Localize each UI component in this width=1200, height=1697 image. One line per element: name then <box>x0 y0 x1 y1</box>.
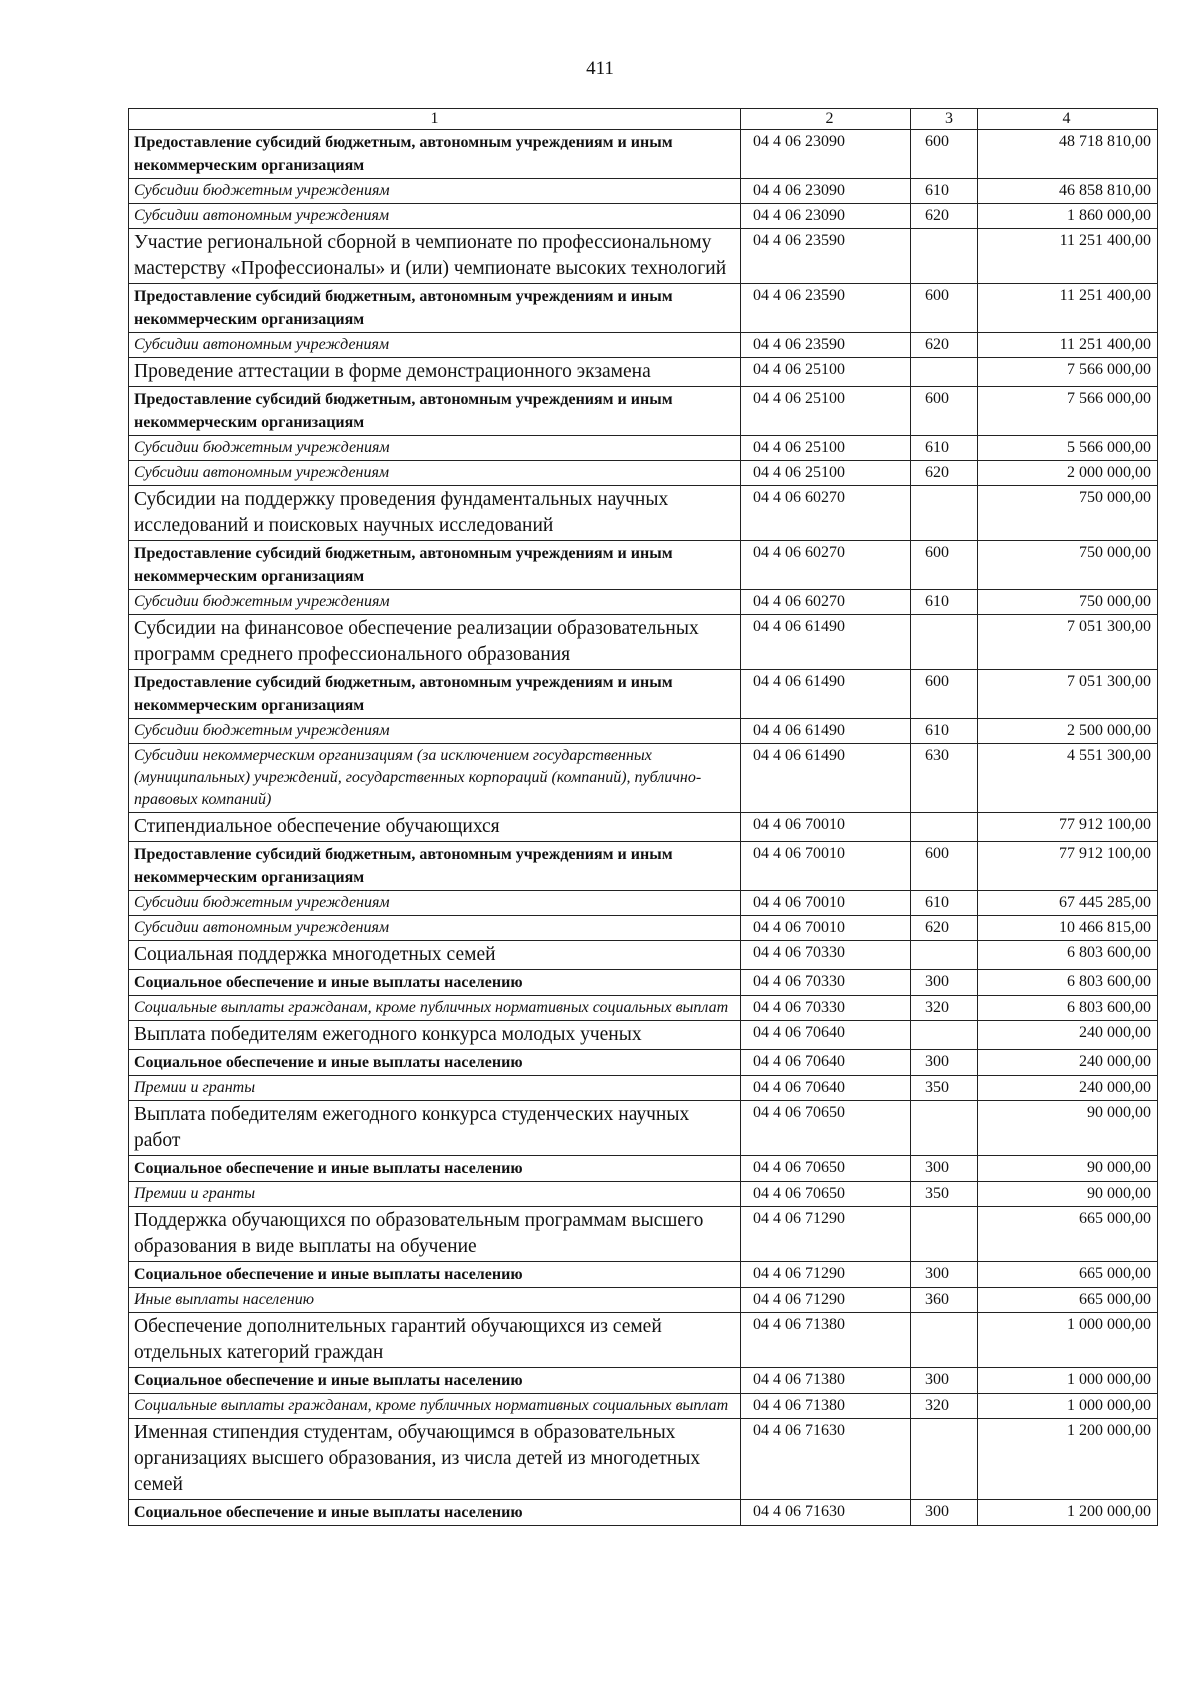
row-type: 350 <box>911 1182 978 1207</box>
row-code: 04 4 06 23090 <box>741 204 911 229</box>
row-type <box>911 229 978 284</box>
row-code: 04 4 06 23590 <box>741 229 911 284</box>
row-type: 600 <box>911 541 978 590</box>
row-type: 610 <box>911 719 978 744</box>
row-code: 04 4 06 70640 <box>741 1076 911 1101</box>
row-code: 04 4 06 70650 <box>741 1101 911 1156</box>
row-code: 04 4 06 70010 <box>741 891 911 916</box>
row-name: Предоставление субсидий бюджетным, автономным учреждениям и иным некоммерческим организациям <box>129 670 741 719</box>
row-name: Социальное обеспечение и иные выплаты населению <box>129 1500 741 1526</box>
row-amount: 240 000,00 <box>978 1050 1158 1076</box>
row-code: 04 4 06 71290 <box>741 1288 911 1313</box>
row-type: 610 <box>911 179 978 204</box>
row-amount: 4 551 300,00 <box>978 744 1158 813</box>
row-amount: 750 000,00 <box>978 590 1158 615</box>
row-code: 04 4 06 71630 <box>741 1500 911 1526</box>
row-name: Социальное обеспечение и иные выплаты населению <box>129 1050 741 1076</box>
row-type: 610 <box>911 436 978 461</box>
row-type: 600 <box>911 842 978 891</box>
row-code: 04 4 06 70640 <box>741 1021 911 1050</box>
table-row <box>129 229 1158 284</box>
row-type <box>911 1101 978 1156</box>
row-type: 600 <box>911 130 978 179</box>
row-type: 360 <box>911 1288 978 1313</box>
row-type: 300 <box>911 1368 978 1394</box>
header-col-3: 3 <box>911 109 978 130</box>
table-row <box>129 486 1158 541</box>
row-amount: 11 251 400,00 <box>978 333 1158 358</box>
row-type <box>911 1207 978 1262</box>
row-type: 320 <box>911 996 978 1021</box>
row-amount: 240 000,00 <box>978 1021 1158 1050</box>
table-row <box>129 284 1158 333</box>
table-row <box>129 1076 1158 1101</box>
row-type: 620 <box>911 461 978 486</box>
row-amount: 665 000,00 <box>978 1288 1158 1313</box>
row-type: 350 <box>911 1076 978 1101</box>
table-row <box>129 461 1158 486</box>
row-name: Субсидии бюджетным учреждениям <box>129 436 741 461</box>
table-row <box>129 179 1158 204</box>
row-code: 04 4 06 23090 <box>741 179 911 204</box>
row-code: 04 4 06 70010 <box>741 916 911 941</box>
row-type <box>911 1313 978 1368</box>
row-type: 600 <box>911 670 978 719</box>
row-code: 04 4 06 23590 <box>741 333 911 358</box>
row-type: 600 <box>911 387 978 436</box>
table-row <box>129 941 1158 970</box>
row-amount: 11 251 400,00 <box>978 229 1158 284</box>
row-code: 04 4 06 71630 <box>741 1419 911 1500</box>
row-amount: 90 000,00 <box>978 1182 1158 1207</box>
header-col-4: 4 <box>978 109 1158 130</box>
row-type <box>911 941 978 970</box>
row-amount: 77 912 100,00 <box>978 842 1158 891</box>
row-amount: 2 000 000,00 <box>978 461 1158 486</box>
row-code: 04 4 06 60270 <box>741 541 911 590</box>
row-type <box>911 486 978 541</box>
row-name: Поддержка обучающихся по образовательным программам высшего образования в виде выплаты на обучение <box>129 1207 741 1262</box>
row-amount: 1 200 000,00 <box>978 1419 1158 1500</box>
row-code: 04 4 06 71380 <box>741 1368 911 1394</box>
table-row <box>129 1182 1158 1207</box>
row-amount: 750 000,00 <box>978 541 1158 590</box>
table-row <box>129 1500 1158 1526</box>
row-name: Участие региональной сборной в чемпионате по профессиональному мастерству «Профессионалы» и (или) чемпионате высоких технологий <box>129 229 741 284</box>
row-code: 04 4 06 70010 <box>741 842 911 891</box>
row-name: Стипендиальное обеспечение обучающихся <box>129 813 741 842</box>
table-row <box>129 387 1158 436</box>
budget-table <box>128 108 1158 1526</box>
table-row <box>129 719 1158 744</box>
table-row <box>129 615 1158 670</box>
row-name: Социальное обеспечение и иные выплаты населению <box>129 1156 741 1182</box>
table-row <box>129 842 1158 891</box>
row-code: 04 4 06 70650 <box>741 1182 911 1207</box>
row-type: 620 <box>911 333 978 358</box>
row-code: 04 4 06 61490 <box>741 744 911 813</box>
row-amount: 7 566 000,00 <box>978 387 1158 436</box>
row-type: 300 <box>911 1500 978 1526</box>
row-name: Субсидии автономным учреждениям <box>129 204 741 229</box>
table-row <box>129 1021 1158 1050</box>
table-row <box>129 1262 1158 1288</box>
table-row <box>129 670 1158 719</box>
row-amount: 5 566 000,00 <box>978 436 1158 461</box>
row-code: 04 4 06 71290 <box>741 1262 911 1288</box>
row-code: 04 4 06 70640 <box>741 1050 911 1076</box>
row-type: 620 <box>911 204 978 229</box>
row-name: Социальное обеспечение и иные выплаты населению <box>129 1262 741 1288</box>
row-amount: 1 000 000,00 <box>978 1368 1158 1394</box>
row-code: 04 4 06 71380 <box>741 1394 911 1419</box>
row-type: 300 <box>911 1050 978 1076</box>
row-name: Премии и гранты <box>129 1076 741 1101</box>
row-amount: 67 445 285,00 <box>978 891 1158 916</box>
row-type <box>911 1419 978 1500</box>
row-amount: 665 000,00 <box>978 1262 1158 1288</box>
row-type <box>911 813 978 842</box>
row-amount: 665 000,00 <box>978 1207 1158 1262</box>
row-amount: 7 051 300,00 <box>978 670 1158 719</box>
header-col-2: 2 <box>741 109 911 130</box>
row-name: Субсидии автономным учреждениям <box>129 333 741 358</box>
table-row <box>129 130 1158 179</box>
row-type <box>911 615 978 670</box>
row-type: 300 <box>911 1262 978 1288</box>
row-name: Выплата победителям ежегодного конкурса молодых ученых <box>129 1021 741 1050</box>
table-row <box>129 744 1158 813</box>
table-row <box>129 1419 1158 1500</box>
row-amount: 11 251 400,00 <box>978 284 1158 333</box>
row-type <box>911 358 978 387</box>
row-name: Субсидии бюджетным учреждениям <box>129 590 741 615</box>
row-name: Предоставление субсидий бюджетным, автономным учреждениям и иным некоммерческим организациям <box>129 284 741 333</box>
row-code: 04 4 06 60270 <box>741 486 911 541</box>
row-amount: 1 000 000,00 <box>978 1394 1158 1419</box>
row-code: 04 4 06 70010 <box>741 813 911 842</box>
row-name: Выплата победителям ежегодного конкурса студенческих научных работ <box>129 1101 741 1156</box>
table-row <box>129 1101 1158 1156</box>
row-name: Социальные выплаты гражданам, кроме публичных нормативных социальных выплат <box>129 1394 741 1419</box>
row-amount: 1 860 000,00 <box>978 204 1158 229</box>
row-code: 04 4 06 71290 <box>741 1207 911 1262</box>
row-amount: 750 000,00 <box>978 486 1158 541</box>
table-row <box>129 436 1158 461</box>
row-name: Премии и гранты <box>129 1182 741 1207</box>
row-code: 04 4 06 70330 <box>741 941 911 970</box>
row-code: 04 4 06 25100 <box>741 436 911 461</box>
row-code: 04 4 06 25100 <box>741 387 911 436</box>
row-code: 04 4 06 61490 <box>741 719 911 744</box>
row-code: 04 4 06 70330 <box>741 970 911 996</box>
table-row <box>129 333 1158 358</box>
row-name: Проведение аттестации в форме демонстрационного экзамена <box>129 358 741 387</box>
row-code: 04 4 06 70330 <box>741 996 911 1021</box>
row-name: Именная стипендия студентам, обучающимся в образовательных организациях высшего образования, из числа детей из многодетных семей <box>129 1419 741 1500</box>
row-type: 610 <box>911 891 978 916</box>
row-type <box>911 1021 978 1050</box>
row-name: Социальное обеспечение и иные выплаты населению <box>129 970 741 996</box>
row-name: Предоставление субсидий бюджетным, автономным учреждениям и иным некоммерческим организациям <box>129 130 741 179</box>
row-amount: 77 912 100,00 <box>978 813 1158 842</box>
table-row <box>129 1313 1158 1368</box>
row-name: Предоставление субсидий бюджетным, автономным учреждениям и иным некоммерческим организациям <box>129 387 741 436</box>
row-name: Субсидии автономным учреждениям <box>129 916 741 941</box>
row-amount: 240 000,00 <box>978 1076 1158 1101</box>
row-code: 04 4 06 61490 <box>741 615 911 670</box>
row-name: Субсидии некоммерческим организациям (за исключением государственных (муниципальных) учреждений, государственных корпораций (компаний), публично-правовых компаний) <box>129 744 741 813</box>
row-amount: 2 500 000,00 <box>978 719 1158 744</box>
row-amount: 6 803 600,00 <box>978 996 1158 1021</box>
row-name: Иные выплаты населению <box>129 1288 741 1313</box>
row-type: 630 <box>911 744 978 813</box>
row-type: 300 <box>911 1156 978 1182</box>
row-name: Социальные выплаты гражданам, кроме публичных нормативных социальных выплат <box>129 996 741 1021</box>
row-name: Субсидии на финансовое обеспечение реализации образовательных программ среднего профессионального образования <box>129 615 741 670</box>
table-row <box>129 1368 1158 1394</box>
row-code: 04 4 06 71380 <box>741 1313 911 1368</box>
table-row <box>129 1288 1158 1313</box>
row-code: 04 4 06 25100 <box>741 358 911 387</box>
row-amount: 90 000,00 <box>978 1156 1158 1182</box>
row-name: Обеспечение дополнительных гарантий обучающихся из семей отдельных категорий граждан <box>129 1313 741 1368</box>
row-amount: 1 200 000,00 <box>978 1500 1158 1526</box>
table-row <box>129 590 1158 615</box>
row-code: 04 4 06 23090 <box>741 130 911 179</box>
row-amount: 1 000 000,00 <box>978 1313 1158 1368</box>
table-row <box>129 204 1158 229</box>
row-code: 04 4 06 61490 <box>741 670 911 719</box>
row-name: Субсидии бюджетным учреждениям <box>129 891 741 916</box>
row-code: 04 4 06 70650 <box>741 1156 911 1182</box>
row-amount: 46 858 810,00 <box>978 179 1158 204</box>
table-row <box>129 996 1158 1021</box>
row-amount: 6 803 600,00 <box>978 941 1158 970</box>
table-row <box>129 891 1158 916</box>
row-type: 600 <box>911 284 978 333</box>
table-row <box>129 358 1158 387</box>
row-type: 620 <box>911 916 978 941</box>
row-name: Субсидии на поддержку проведения фундаментальных научных исследований и поисковых научных исследований <box>129 486 741 541</box>
row-type: 300 <box>911 970 978 996</box>
table-row <box>129 970 1158 996</box>
row-type: 320 <box>911 1394 978 1419</box>
row-name: Социальное обеспечение и иные выплаты населению <box>129 1368 741 1394</box>
row-name: Предоставление субсидий бюджетным, автономным учреждениям и иным некоммерческим организациям <box>129 842 741 891</box>
table-row <box>129 813 1158 842</box>
table-row <box>129 1156 1158 1182</box>
row-amount: 7 051 300,00 <box>978 615 1158 670</box>
row-amount: 90 000,00 <box>978 1101 1158 1156</box>
row-code: 04 4 06 60270 <box>741 590 911 615</box>
row-amount: 10 466 815,00 <box>978 916 1158 941</box>
row-name: Предоставление субсидий бюджетным, автономным учреждениям и иным некоммерческим организациям <box>129 541 741 590</box>
table-row <box>129 541 1158 590</box>
row-code: 04 4 06 25100 <box>741 461 911 486</box>
table-row <box>129 1050 1158 1076</box>
row-name: Субсидии бюджетным учреждениям <box>129 179 741 204</box>
row-name: Субсидии бюджетным учреждениям <box>129 719 741 744</box>
row-amount: 48 718 810,00 <box>978 130 1158 179</box>
table-row <box>129 916 1158 941</box>
table-header-row <box>129 109 1158 130</box>
table-row <box>129 1207 1158 1262</box>
row-code: 04 4 06 23590 <box>741 284 911 333</box>
row-type: 610 <box>911 590 978 615</box>
header-col-1: 1 <box>129 109 741 130</box>
row-name: Социальная поддержка многодетных семей <box>129 941 741 970</box>
table-row <box>129 1394 1158 1419</box>
row-amount: 6 803 600,00 <box>978 970 1158 996</box>
row-name: Субсидии автономным учреждениям <box>129 461 741 486</box>
row-amount: 7 566 000,00 <box>978 358 1158 387</box>
page-number: 411 <box>586 58 614 79</box>
